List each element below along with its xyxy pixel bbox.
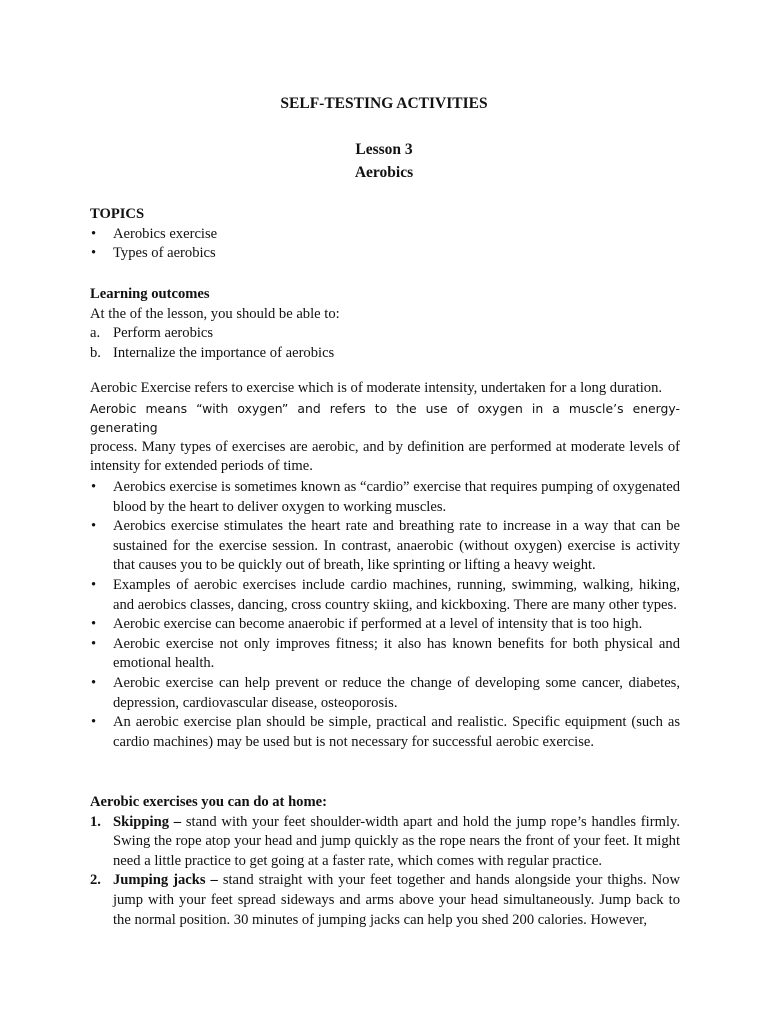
outcomes-section xyxy=(90,285,680,363)
outcome-item xyxy=(90,344,680,364)
facts-section xyxy=(90,478,680,752)
topics-heading: TOPICS xyxy=(90,206,145,222)
fact-item: • Examples of aerobic exercises include cardio machines, running, swimming, walking, hiking, and aerobics classes, dancing, cross country skiing, and kickboxing. There are many other types. xyxy=(90,576,680,615)
fact-item: • Aerobic exercise can help prevent or reduce the change of developing some cancer, diabetes, depression, cardiovascular disease, osteoporosis. xyxy=(90,674,680,713)
intro-paragraph xyxy=(90,379,680,477)
outcome-text: Perform aerobics xyxy=(113,325,214,342)
lesson-heading xyxy=(0,138,768,184)
exercise-description: stand straight with your feet together and hands alongside your thighs. Now jump with your feet spread sideways and arms above your head simultaneously. Jump back to the normal position. 30 minutes of jumping jacks can help you shed 200 calories. However, xyxy=(113,872,680,928)
outcomes-list xyxy=(90,324,680,363)
exercise-number: 2. xyxy=(90,872,101,889)
fact-item: • Aerobics exercise is sometimes known as “cardio” exercise that requires pumping of oxygenated blood by the heart to deliver oxygen to working muscles. xyxy=(90,478,680,517)
home-exercises-list xyxy=(90,813,680,931)
fact-item: • Aerobic exercise not only improves fitness; it also has known benefits for both physical and emotional health. xyxy=(90,635,680,674)
exercise-number: 1. xyxy=(90,813,101,830)
fact-item: • Aerobic exercise can become anaerobic if performed at a level of intensity that is too high. xyxy=(90,615,680,635)
exercise-item-skipping xyxy=(90,813,680,872)
outcome-item xyxy=(90,324,680,344)
topic-item: • Aerobics exercise xyxy=(90,225,680,245)
exercise-term: Skipping – xyxy=(113,813,182,830)
exercise-item-jumping-jacks xyxy=(90,871,680,930)
intro-line-1: Aerobic Exercise refers to exercise which is of moderate intensity, undertaken for a long duration. xyxy=(90,380,663,396)
outcomes-heading: Learning outcomes xyxy=(90,286,210,302)
topics-section xyxy=(90,205,680,264)
outcome-marker: a. xyxy=(90,325,101,342)
exercise-description: stand with your feet shoulder-width apart and hold the jump rope’s handles firmly. Swing the rope atop your head and jump quickly as the rope nears the front of your feet. It might need a little practice to get going at a faster rate, which comes with regular practice. xyxy=(113,813,680,869)
lesson-name: Aerobics xyxy=(354,164,414,181)
lesson-number: Lesson 3 xyxy=(355,141,413,158)
exercise-term: Jumping jacks – xyxy=(113,872,218,889)
outcome-text: Internalize the importance of aerobics xyxy=(113,344,335,361)
outcome-marker: b. xyxy=(90,344,101,361)
topics-list xyxy=(90,225,680,264)
home-exercises-heading: Aerobic exercises you can do at home: xyxy=(90,794,327,810)
fact-item: • An aerobic exercise plan should be simple, practical and realistic. Specific equipment (such as cardio machines) may be used but is not necessary for successful aerobic exercise. xyxy=(90,713,680,752)
intro-line-2: Aerobic means “with oxygen” and refers to the use of oxygen in a muscle’s energy- generating xyxy=(90,400,680,436)
home-exercises-section xyxy=(90,793,680,930)
fact-item: • Aerobics exercise stimulates the heart rate and breathing rate to increase in a way that can be sustained for the exercise session. In contrast, anaerobic (without oxygen) exercise is activity that causes you to be quickly out of breath, like sprinting or lifting a heavy weight. xyxy=(90,517,680,576)
outcomes-intro: At the of the lesson, you should be able to: xyxy=(90,305,340,322)
facts-list xyxy=(90,478,680,752)
document-title: SELF-TESTING ACTIVITIES xyxy=(280,95,488,112)
intro-line-3: process. Many types of exercises are aerobic, and by definition are performed at moderate levels of intensity for extended periods of time. xyxy=(90,438,680,475)
topic-item: • Types of aerobics xyxy=(90,244,680,264)
